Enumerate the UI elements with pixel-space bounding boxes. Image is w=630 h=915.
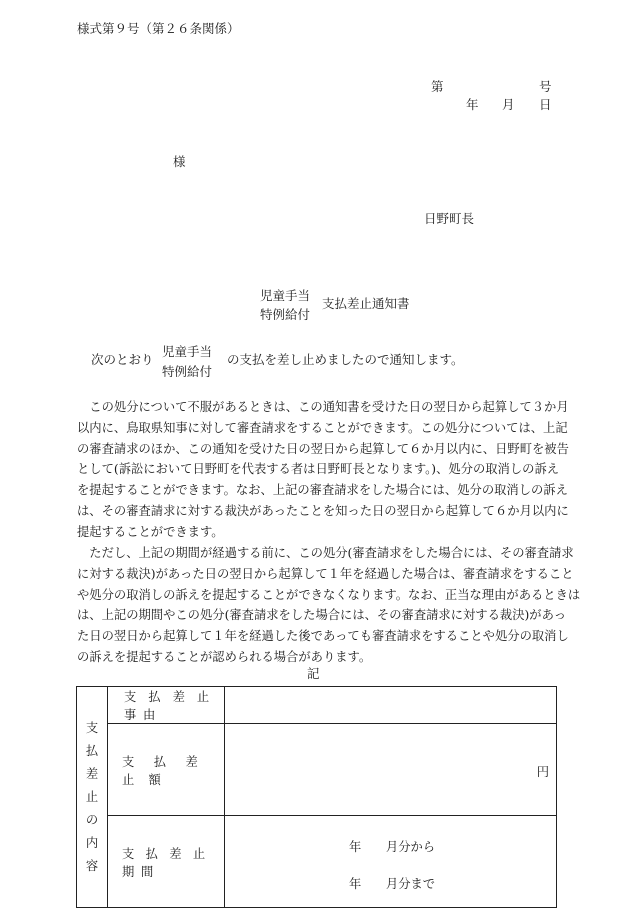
paragraph-line: に対する裁決)があった日の翌日から起算して１年を経過した場合は、審査請求をすること [77, 566, 574, 581]
date-year: 年 [466, 97, 479, 112]
amount-label [108, 752, 224, 788]
table-row [77, 687, 557, 724]
paragraph-line: や処分の取消しの訴えを提起することができなくなります。なお、正当な理由があるときは [77, 587, 581, 602]
recipient-suffix: 様 [173, 154, 186, 169]
amount-label-cell [108, 724, 225, 816]
side-label-char: 止 [85, 789, 99, 804]
ki-heading: 記 [307, 666, 320, 681]
period-from: 年 月分から [349, 840, 436, 854]
yen-unit: 円 [536, 765, 549, 779]
reason-label [108, 687, 224, 723]
table-row [77, 816, 557, 908]
reason-value-cell[interactable] [225, 687, 557, 724]
appeal-notice-paragraph-2 [77, 543, 581, 668]
title-option-1: 児童手当 [260, 288, 311, 303]
amount-label-text: 支払差止額 [122, 754, 212, 787]
period-label [108, 844, 224, 880]
table-row [77, 724, 557, 816]
side-label-char: 容 [85, 858, 99, 873]
reason-label-text: 支払差止事由 [124, 690, 216, 722]
intro-tail: の支払を差し止めましたので通知します。 [227, 352, 464, 367]
paragraph-line: は、その審査請求に対する裁決があったことを知った日の翌日から起算して６か月以内に [77, 503, 569, 518]
date-day: 日 [539, 97, 552, 112]
paragraph-line: この処分について不服があるときは、この通知書を受けた日の翌日から起算して３か月 [89, 400, 569, 414]
intro-lead: 次のとおり [91, 352, 154, 367]
reason-label-cell [108, 687, 225, 724]
side-label-char: 支 [85, 720, 99, 735]
side-label-char: 払 [85, 743, 99, 758]
paragraph-line: を提起することができます。なお、上記の審査請求をした場合には、処分の取消しの訴え [77, 483, 568, 498]
intro-option-1: 児童手当 [162, 344, 213, 359]
paragraph-line: た日の翌日から起算して１年を経過した後であっても審査請求をすることや処分の取消し [77, 629, 569, 644]
form-number: 様式第９号（第２６条関係） [77, 21, 240, 36]
suspension-details-table [76, 686, 557, 908]
period-to: 年 月分まで [349, 877, 436, 891]
period-label-text: 支払差止期間 [122, 846, 212, 879]
title-text: 支払差止通知書 [322, 296, 410, 311]
paragraph-line: として(訴訟において日野町を代表する者は日野町長となります。)、処分の取消しの訴え [77, 462, 560, 477]
period-value-cell[interactable] [225, 816, 557, 908]
intro-option-2: 特例給付 [162, 364, 213, 379]
side-label [77, 717, 107, 878]
paragraph-line: ただし、上記の期間が経過する前に、この処分(審査請求をした場合には、その審査請求 [89, 546, 574, 560]
side-label-char: 差 [85, 766, 99, 781]
doc-number-prefix: 第 [431, 79, 444, 94]
paragraph-line: 以内に、鳥取県知事に対して審査請求をすることができます。この処分については、上記 [77, 420, 568, 435]
side-label-cell [77, 687, 108, 908]
side-label-char: の [85, 812, 99, 827]
paragraph-line: の訴えを提起することが認められる場合があります。 [77, 649, 372, 664]
doc-number-suffix: 号 [539, 79, 552, 94]
issuer: 日野町長 [424, 211, 475, 226]
appeal-notice-paragraph-1 [77, 397, 569, 543]
paragraph-line: 提起することができます。 [77, 524, 224, 539]
period-label-cell [108, 816, 225, 908]
title-option-2: 特例給付 [260, 307, 311, 322]
date-month: 月 [502, 97, 515, 112]
paragraph-line: は、上記の期間やこの処分(審査請求をした場合には、その審査請求に対する裁決)があっ [77, 608, 567, 623]
side-label-char: 内 [85, 835, 99, 850]
paragraph-line: の審査請求のほか、この通知を受けた日の翌日から起算して６か月以内に、日野町を被告 [77, 441, 569, 456]
amount-value-cell[interactable] [225, 724, 557, 816]
